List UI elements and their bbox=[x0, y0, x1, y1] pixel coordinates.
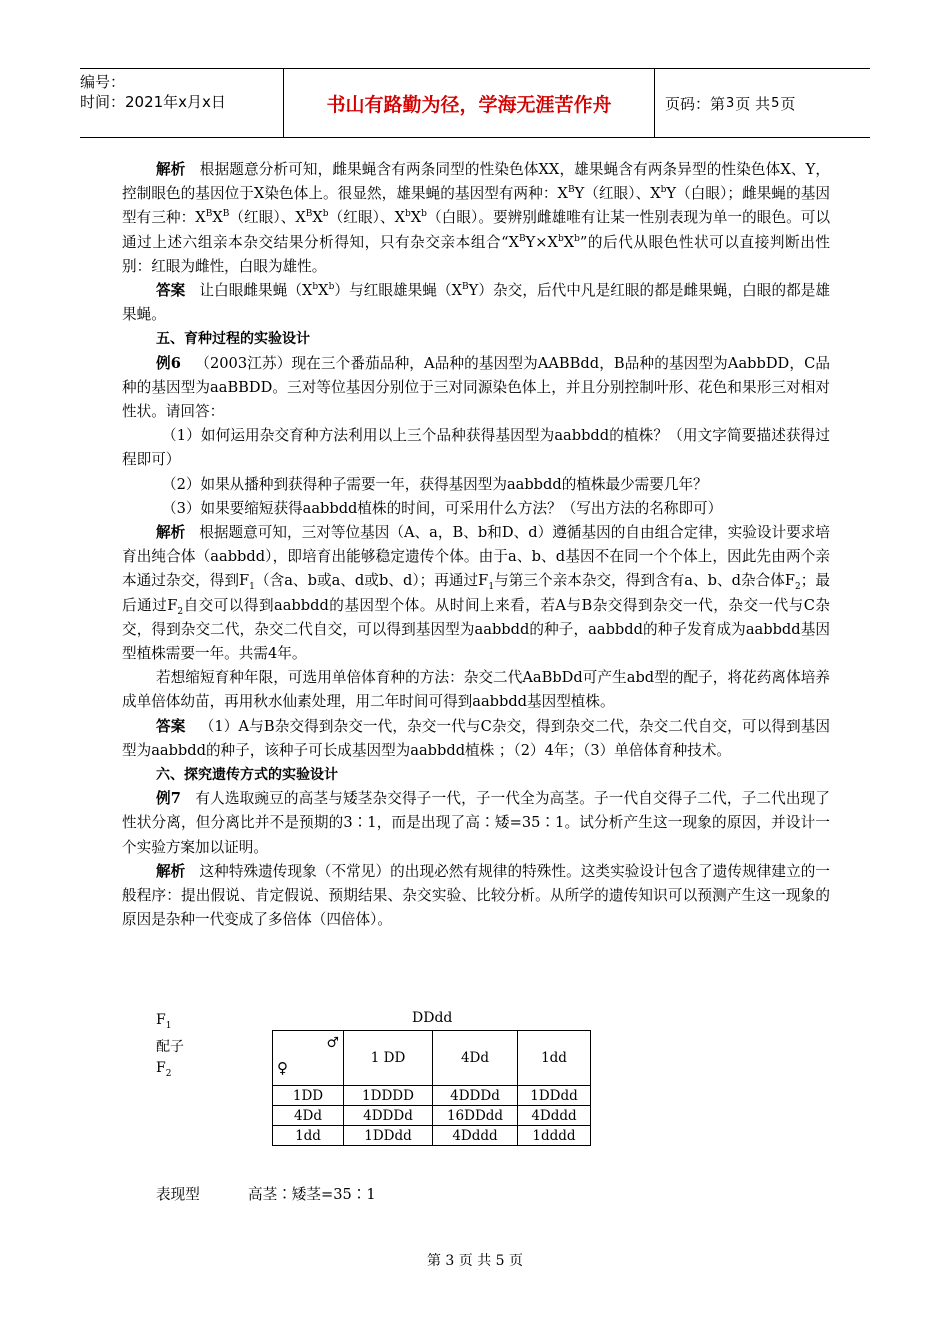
tag-answer: 答案 bbox=[156, 282, 186, 300]
table-cell: 4Dddd bbox=[518, 1106, 591, 1126]
page-footer: 第 3 页 共 5 页 bbox=[426, 1253, 524, 1269]
tag-analysis: 解析 bbox=[156, 524, 186, 542]
text: 与第三个亲本杂交，得到含有a、b、d杂合体F bbox=[494, 572, 796, 590]
sup: b bbox=[421, 209, 427, 220]
analysis-paragraph-4 bbox=[122, 860, 830, 933]
page-suffix: 页 bbox=[780, 94, 796, 113]
sub: 2 bbox=[177, 606, 184, 617]
table-row bbox=[273, 1106, 591, 1126]
sup: b bbox=[405, 209, 411, 220]
sup: B bbox=[222, 209, 230, 220]
page-mid: 页 共 bbox=[735, 94, 771, 113]
row-header: 4Dd bbox=[273, 1106, 344, 1126]
page-header bbox=[80, 68, 870, 138]
text: 有人选取豌豆的高茎与矮茎杂交得子一代，子一代全为高茎。子一代自交得子二代，子二代出现了性状分离，但分离比并不是预期的3∶1，而是出现了高∶矮=35∶1。试分析产生这一现象的原因，并设计一个实验方案加以证明。 bbox=[122, 790, 830, 856]
sub: 2 bbox=[165, 1068, 172, 1079]
table-header-row bbox=[273, 1031, 591, 1086]
f2-letter: F bbox=[156, 1060, 166, 1076]
table-row bbox=[273, 1086, 591, 1106]
col-header: 1 DD bbox=[344, 1031, 433, 1086]
text: Y（红眼）、X bbox=[574, 185, 661, 203]
gamete-label: 配子 bbox=[156, 1039, 184, 1055]
sub: 1 bbox=[165, 1020, 172, 1031]
example-7 bbox=[122, 787, 830, 860]
table-cell: 4DDDd bbox=[344, 1106, 433, 1126]
text: Y）杂交，后代中凡是红眼的都是雌果蝇，白眼的都是雄果蝇。 bbox=[122, 282, 831, 324]
header-page-number bbox=[665, 69, 870, 137]
sup: b bbox=[660, 185, 667, 196]
f1-letter: F bbox=[156, 1012, 166, 1028]
sup: B bbox=[462, 282, 469, 293]
sup: B bbox=[305, 209, 313, 220]
row-header: 1DD bbox=[273, 1086, 344, 1106]
tag-answer: 答案 bbox=[156, 717, 186, 735]
page-num: 3 bbox=[726, 95, 735, 111]
sup: b bbox=[312, 282, 319, 293]
f1-label bbox=[156, 1012, 172, 1031]
time-label: 时间：2021年x月x日 bbox=[80, 93, 226, 111]
text: Y×X bbox=[525, 233, 558, 251]
sup: B bbox=[567, 185, 575, 196]
question-1: （1）如何运用杂交育种方法利用以上三个品种获得基因型为aabbdd的植株？（用文字简要描述获得过程即可） bbox=[122, 427, 830, 469]
text: 让白眼雌果蝇（X bbox=[199, 282, 313, 300]
table-cell: 4Dddd bbox=[433, 1126, 518, 1146]
text: （红眼）、X bbox=[229, 209, 306, 227]
text: （红眼）、X bbox=[328, 209, 406, 227]
text: Y（白眼）；雌果蝇的基因型有三种：X bbox=[122, 185, 830, 227]
f2-label bbox=[156, 1060, 172, 1079]
page-prefix: 页码：第 bbox=[665, 94, 726, 113]
female-icon: ♀ bbox=[277, 1059, 288, 1077]
header-motto: 书山有路勤为径，学海无涯苦作舟 bbox=[283, 69, 655, 137]
analysis-paragraph-3: 若想缩短育种年限，可选用单倍体育种的方法：杂交二代AaBbDd可产生abd型的配子，将花药离体培养成单倍体幼苗，再用秋水仙素处理，用二年时间可得到aabbdd基因型植株。 bbox=[122, 669, 830, 711]
tag-example: 例6 bbox=[156, 354, 181, 372]
question-2: （2）如果从播种到获得种子需要一年，获得基因型为aabbdd的植株最少需要几年？ bbox=[162, 475, 708, 493]
text: ）与红眼雄果蝇（X bbox=[334, 282, 463, 300]
analysis-paragraph-1 bbox=[122, 158, 830, 279]
analysis-paragraph-2 bbox=[122, 521, 830, 666]
answer-paragraph-1 bbox=[122, 279, 830, 327]
text: （白眼）。要辨别雌雄唯有让某一性别表现为单一的眼色。可以通过上述六组亲本杂交结果分析得知，只有杂交亲本组合“X bbox=[122, 209, 831, 251]
table-cell: 1DDdd bbox=[344, 1126, 433, 1146]
page-total: 5 bbox=[771, 95, 780, 111]
text: 根据题意可知，三对等位基因（A、a，B、b和D、d）遵循基因的自由组合定律，实验设计要求培育出纯合体（aabbdd），即培育出能够稳定遗传个体。由于a、b、d基因不在同一个个体上，因此先由两个亲本通过杂交，得到F bbox=[122, 524, 830, 590]
text: （含a、b或a、d或b、d）；再通过F bbox=[254, 572, 489, 590]
corner-cell bbox=[273, 1031, 344, 1086]
text: 根据题意分析可知，雌果蝇含有两条同型的性染色体XX，雄果蝇含有两条异型的性染色体X、Y，控制眼色的基因位于X染色体上。很显然，雄果蝇的基因型有两种：X bbox=[122, 161, 830, 203]
code-label: 编号： bbox=[80, 73, 126, 91]
section-heading-6: 六、探究遗传方式的实验设计 bbox=[156, 767, 338, 784]
table-cell: 1DDdd bbox=[518, 1086, 591, 1106]
tag-analysis: 解析 bbox=[156, 161, 186, 178]
text: （2003江苏）现在三个番茄品种，A品种的基因型为AABBdd，B品种的基因型为AabbDD，C品种的基因型为aaBBDD。三对等位基因分别位于三对同源染色体上，并且分别控制叶形、花色和果形三对相对性状。请回答： bbox=[122, 354, 831, 421]
col-header: 1dd bbox=[518, 1031, 591, 1086]
table-cell: 1DDDD bbox=[344, 1086, 433, 1106]
text: （1）A与B杂交得到杂交一代，杂交一代与C杂交，得到杂交二代，杂交二代自交，可以得到基因型为aabbdd的种子，该种子可长成基因型为aabbdd植株 ；（2）4年；（3）单倍体育种技术。 bbox=[122, 717, 830, 759]
male-icon: ♂ bbox=[326, 1035, 339, 1051]
table-cell: 4DDDd bbox=[433, 1086, 518, 1106]
table-cell: 1dddd bbox=[518, 1126, 591, 1146]
text: ”的后代从眼色性状可以直接判断出性别：红眼为雌性，白眼为雄性。 bbox=[122, 233, 830, 275]
phenotype-ratio: 高茎∶矮茎=35∶1 bbox=[248, 1186, 376, 1203]
document-body bbox=[122, 158, 830, 933]
table-row bbox=[273, 1126, 591, 1146]
tag-analysis: 解析 bbox=[156, 862, 186, 880]
text: X bbox=[212, 209, 223, 227]
sub: 1 bbox=[488, 582, 495, 593]
section-heading-5: 五、育种过程的实验设计 bbox=[156, 331, 310, 348]
text: 自交可以得到aabbdd的基因型个体。从时间上来看，若A与B杂交得到杂交一代，杂交一代与C杂交，得到杂交二代，杂交二代自交，可以得到基因型为aabbdd的种子，aabbdd的种子发育成为aabbdd基因型植株需要一年。共需4年。 bbox=[122, 596, 830, 663]
answer-paragraph-2 bbox=[122, 715, 830, 763]
sup: b bbox=[557, 233, 564, 244]
punnett-table bbox=[272, 1030, 591, 1146]
header-meta bbox=[80, 69, 280, 140]
sub: 2 bbox=[795, 582, 801, 593]
row-header: 1dd bbox=[273, 1126, 344, 1146]
sup: B bbox=[519, 233, 526, 244]
text: 这种特殊遗传现象（不常见）的出现必然有规律的特殊性。这类实验设计包含了遗传规律建立的一般程序：提出假说、肯定假说、预期结果、杂交实验、比较分析。从所学的遗传知识可以预测产生这一现象的原因是杂种一代变成了多倍体（四倍体）。 bbox=[122, 862, 830, 929]
table-cell: 16DDdd bbox=[433, 1106, 518, 1126]
sup: B bbox=[205, 209, 213, 220]
text: X bbox=[410, 209, 422, 227]
phenotype-label: 表现型 bbox=[156, 1186, 200, 1203]
text: ；最后通过F bbox=[122, 572, 830, 614]
text: X bbox=[563, 233, 575, 251]
sup: b bbox=[328, 282, 335, 293]
sup: b bbox=[322, 209, 329, 220]
sup: b bbox=[574, 233, 580, 244]
col-header: 4Dd bbox=[433, 1031, 518, 1086]
tag-example: 例7 bbox=[156, 790, 181, 808]
sub: 1 bbox=[249, 582, 255, 593]
example-6 bbox=[122, 352, 830, 425]
text: X bbox=[312, 209, 323, 227]
f1-genotype: DDdd bbox=[412, 1010, 453, 1026]
question-3: （3）如果要缩短获得aabbdd植株的时间，可采用什么方法？（写出方法的名称即可） bbox=[162, 499, 723, 517]
text: X bbox=[318, 282, 329, 300]
